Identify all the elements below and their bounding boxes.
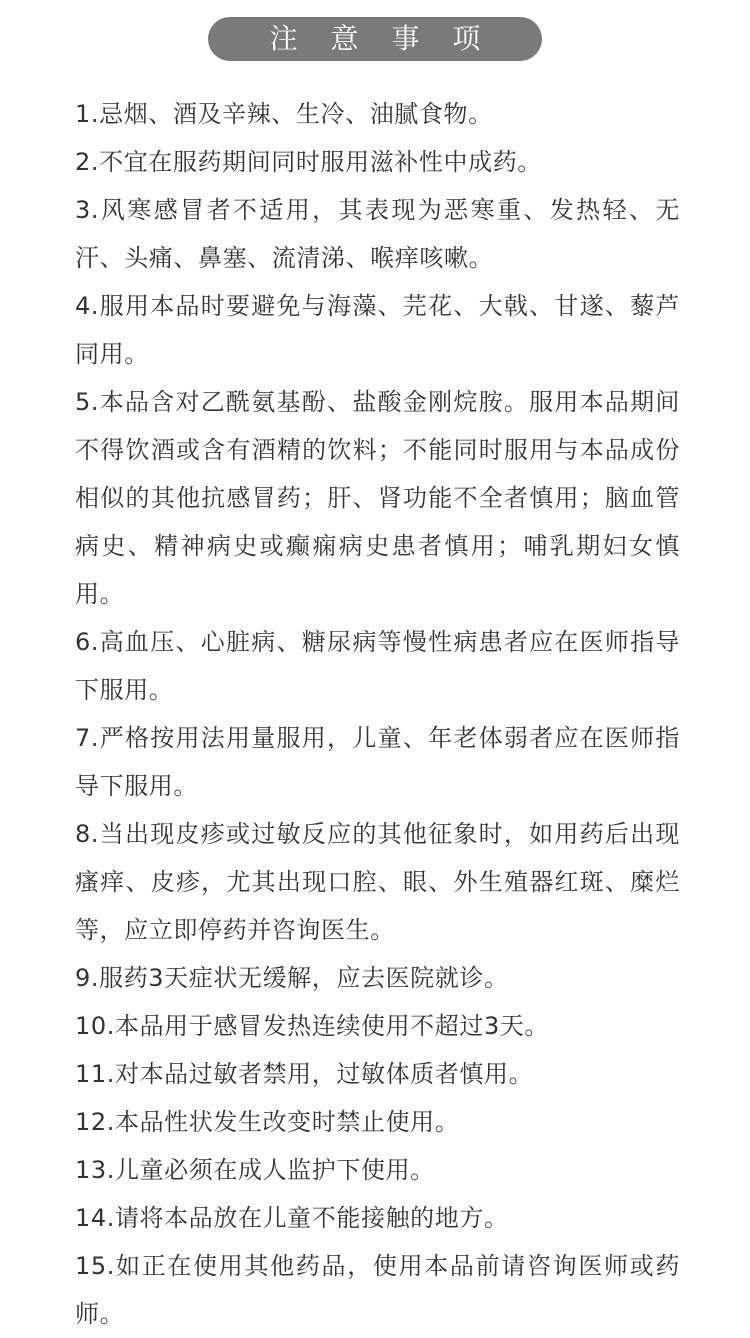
list-item-1: 1.忌烟、酒及辛辣、生冷、油腻食物。 xyxy=(75,100,493,128)
list-item-14: 14.请将本品放在儿童不能接触的地方。 xyxy=(75,1204,509,1232)
list-item-10: 10.本品用于感冒发热连续使用不超过3天。 xyxy=(75,1012,550,1040)
list-item-7: 7.严格按用法用量服用，儿童、年老体弱者应在医师指导下服用。 xyxy=(75,724,680,800)
title-banner xyxy=(208,17,542,61)
list-item-2: 2.不宜在服药期间同时服用滋补性中成药。 xyxy=(75,148,542,176)
list-item-12: 12.本品性状发生改变时禁止使用。 xyxy=(75,1108,460,1136)
list-item-15: 15.如正在使用其他药品，使用本品前请咨询医师或药师。 xyxy=(75,1252,680,1328)
page-title: 注 意 事 项 xyxy=(269,22,493,55)
list-item-8: 8.当出现皮疹或过敏反应的其他征象时，如用药后出现瘙痒、皮疹，尤其出现口腔、眼、外生殖器红斑、糜烂等，应立即停药并咨询医生。 xyxy=(75,820,680,944)
list-item-6: 6.高血压、心脏病、糖尿病等慢性病患者应在医师指导下服用。 xyxy=(75,628,680,704)
list-item-3: 3.风寒感冒者不适用，其表现为恶寒重、发热轻、无汗、头痛、鼻塞、流清涕、喉痒咳嗽。 xyxy=(75,196,680,272)
list-item-4: 4.服用本品时要避免与海藻、芫花、大戟、甘遂、藜芦同用。 xyxy=(75,292,680,368)
precautions-list xyxy=(75,90,680,1338)
list-item-11: 11.对本品过敏者禁用，过敏体质者慎用。 xyxy=(75,1060,534,1088)
list-item-5: 5.本品含对乙酰氨基酚、盐酸金刚烷胺。服用本品期间不得饮酒或含有酒精的饮料；不能同时服用与本品成份相似的其他抗感冒药；肝、肾功能不全者慎用；脑血管病史、精神病史或癫痫病史患者慎用；哺乳期妇女慎用。 xyxy=(75,388,680,608)
list-item-13: 13.儿童必须在成人监护下使用。 xyxy=(75,1156,435,1184)
list-item-9: 9.服药3天症状无缓解，应去医院就诊。 xyxy=(75,964,509,992)
